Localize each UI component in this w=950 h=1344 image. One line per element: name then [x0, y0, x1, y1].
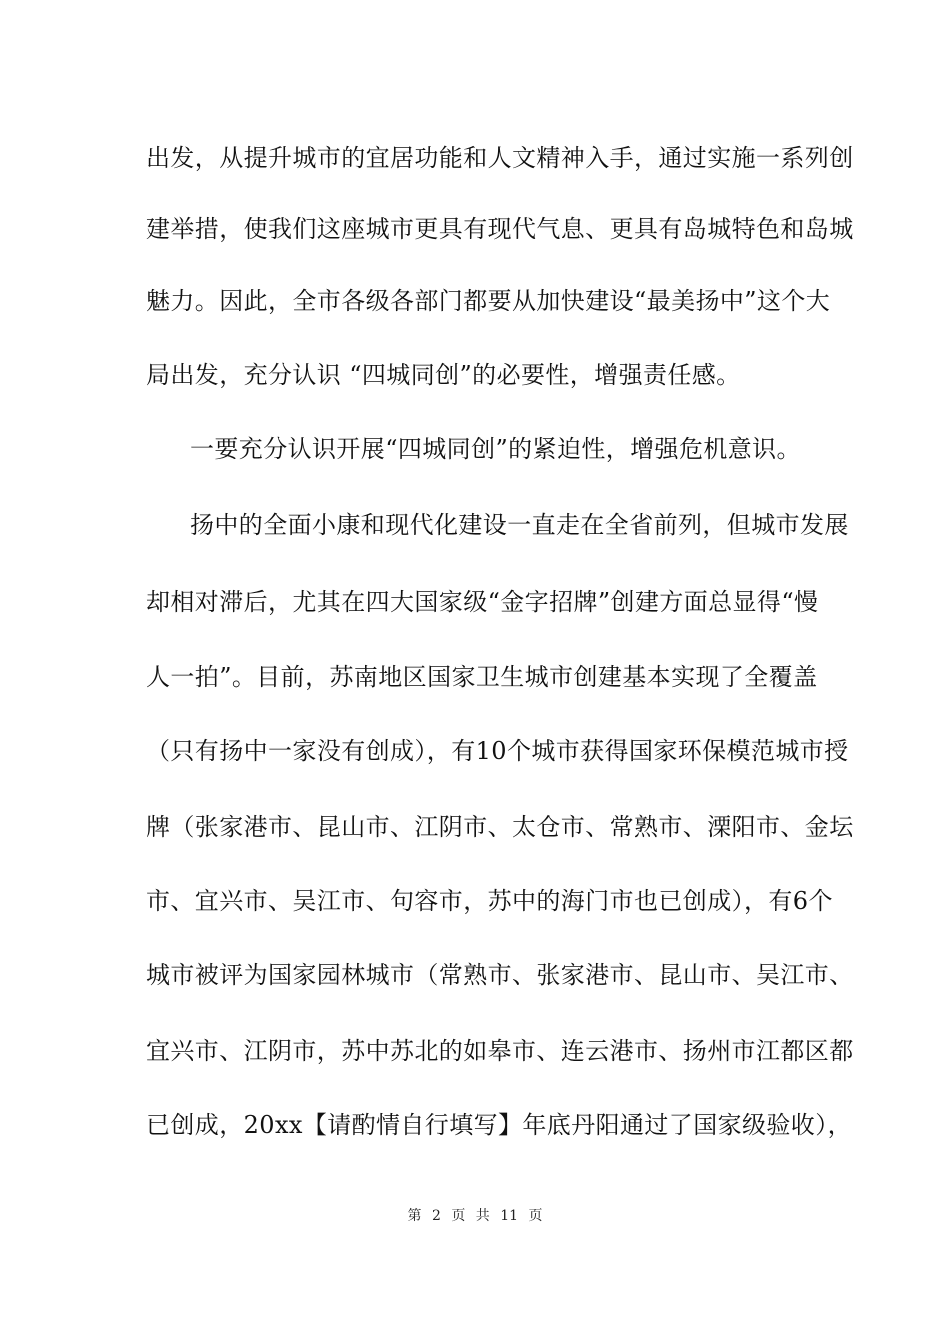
- paragraph-line: 局出发，充分认识 “四城同创”的必要性，增强责任感。: [146, 361, 741, 389]
- paragraph-line: 魅力。因此，全市各级各部门都要从加快建设“最美扬中”这个大: [146, 287, 831, 315]
- page-footer: [0, 1207, 950, 1225]
- page-label-total-prefix: 共: [475, 1208, 490, 1224]
- total-pages-number: 11: [500, 1208, 519, 1224]
- paragraph-line: 牌（张家港市、昆山市、江阴市、太仓市、常熟市、溧阳市、金坛: [146, 813, 854, 841]
- paragraph-line: 扬中的全面小康和现代化建设一直走在全省前列，但城市发展: [190, 511, 849, 539]
- paragraph-line: 建举措，使我们这座城市更具有现代气息、更具有岛城特色和岛城: [146, 215, 854, 243]
- current-page-number: 2: [431, 1208, 441, 1224]
- page-label-prefix: 第: [407, 1208, 422, 1224]
- paragraph-line: 却相对滞后，尤其在四大国家级“金字招牌”创建方面总显得“慢: [146, 588, 819, 616]
- paragraph-line: 已创成，20xx【请酌情自行填写】年底丹阳通过了国家级验收），: [146, 1111, 853, 1139]
- paragraph-line: 出发，从提升城市的宜居功能和人文精神入手，通过实施一系列创: [146, 144, 854, 172]
- paragraph-line: 一要充分认识开展“四城同创”的紧迫性，增强危机意识。: [190, 435, 801, 463]
- page-label-suffix: 页: [528, 1208, 543, 1224]
- page-label-mid: 页: [451, 1208, 466, 1224]
- paragraph-line: （只有扬中一家没有创成），有10个城市获得国家环保模范城市授: [146, 737, 849, 765]
- paragraph-line: 宜兴市、江阴市，苏中苏北的如皋市、连云港市、扬州市江都区都: [146, 1037, 854, 1065]
- paragraph-line: 人一拍”。目前，苏南地区国家卫生城市创建基本实现了全覆盖: [146, 663, 818, 691]
- paragraph-line: 市、宜兴市、吴江市、句容市，苏中的海门市也已创成），有6个: [146, 887, 833, 915]
- paragraph-line: 城市被评为国家园林城市（常熟市、张家港市、昆山市、吴江市、: [146, 961, 854, 989]
